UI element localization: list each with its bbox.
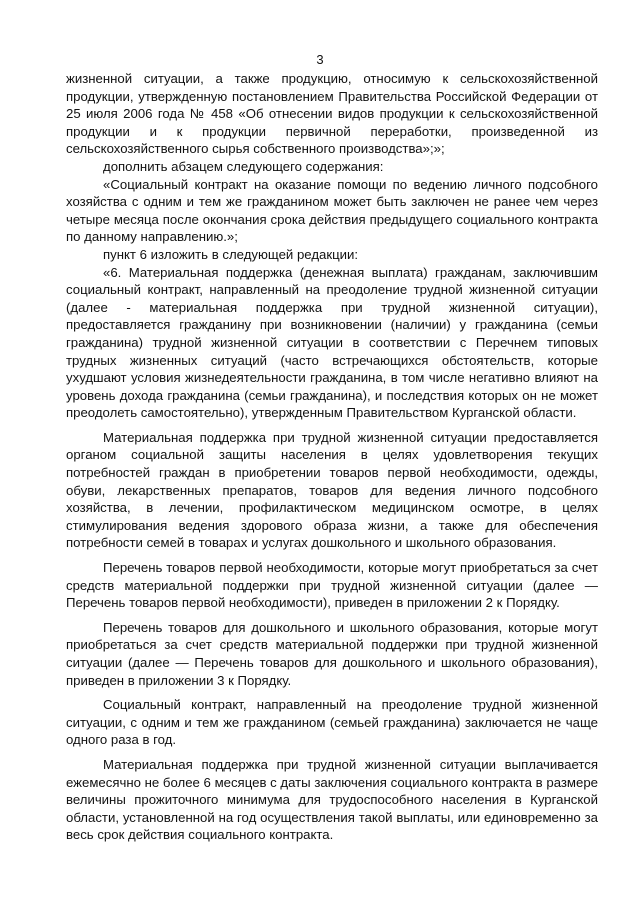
paragraph: «Социальный контракт на оказание помощи по ведению личного подсобного хозяйства с одним и тем же гражданином может быть заключен не ранее чем через четыре месяца после окончания срока действия предыдущего социального контракта по данному направлению.»;	[66, 176, 598, 245]
paragraph: Социальный контракт, направленный на преодоление трудной жизненной ситуации, с одним и тем же гражданином (семьей гражданина) заключается не чаще одного раза в год.	[66, 697, 598, 748]
paragraph: пункт 6 изложить в следующей редакции:	[103, 246, 359, 262]
paragraph: Материальная поддержка при трудной жизненной ситуации предоставляется органом социальной защиты населения в целях удовлетворения текущих потребностей граждан в приобретении товаров первой необходимости, одежды, обуви, лекарственных препаратов, товаров для ведения личного подсобного хозяйства, в лечении, профилактическом медицинском осмотре, в целях стимулирования ведения здорового образа жизни, а также для обеспечения потребности семей в товарах и услугах дошкольного и школьного образования.	[66, 429, 598, 551]
page-number: 3	[316, 52, 324, 67]
paragraph: Перечень товаров первой необходимости, которые могут приобретаться за счет средств материальной поддержки при трудной жизненной ситуации (далее — Перечень товаров первой необходимости), приведен в приложении 2 к Порядку.	[66, 560, 598, 611]
paragraph: «6. Материальная поддержка (денежная выплата) гражданам, заключившим социальный контракт, направленный на преодоление трудной жизненной ситуации (далее - материальная поддержка при трудной жизненной ситуации), предоставляется гражданину при возникновении (наличии) у гражданина (семьи гражданина) трудной жизненной ситуации в соответствии с Перечнем типовых трудных жизненных ситуаций (часто встречающихся обстоятельств, которые ухудшают условия жизнедеятельности гражданина, в том числе негативно влияют на уровень дохода гражданина (семьи гражданина), и последствия которых он не может преодолеть самостоятельно), утвержденным Правительством Курганской области.	[66, 264, 598, 421]
paragraph: жизненной ситуации, а также продукцию, относимую к сельскохозяйственной продукции, утвержденную постановлением Правительства Российской Федерации от 25 июля 2006 года № 458 «Об отнесении видов продукции к сельскохозяйственной продукции и к продукции первичной переработки, произведенной из сельскохозяйственного сырья собственного производства»;»;	[66, 71, 598, 157]
document-body	[66, 70, 598, 844]
paragraph: дополнить абзацем следующего содержания:	[103, 158, 384, 174]
paragraph: Материальная поддержка при трудной жизненной ситуации выплачивается ежемесячно не более 6 месяцев с даты заключения социального контракта в размере величины прожиточного минимума для трудоспособного населения в Курганской области, установленной на год осуществления такой выплаты, или единовременно за весь срок действия социального контракта.	[66, 756, 598, 843]
paragraph: Перечень товаров для дошкольного и школьного образования, которые могут приобретаться за счет средств материальной поддержки при трудной жизненной ситуации (далее — Перечень товаров для дошкольного и школьного образования), приведен в приложении 3 к Порядку.	[66, 619, 598, 688]
